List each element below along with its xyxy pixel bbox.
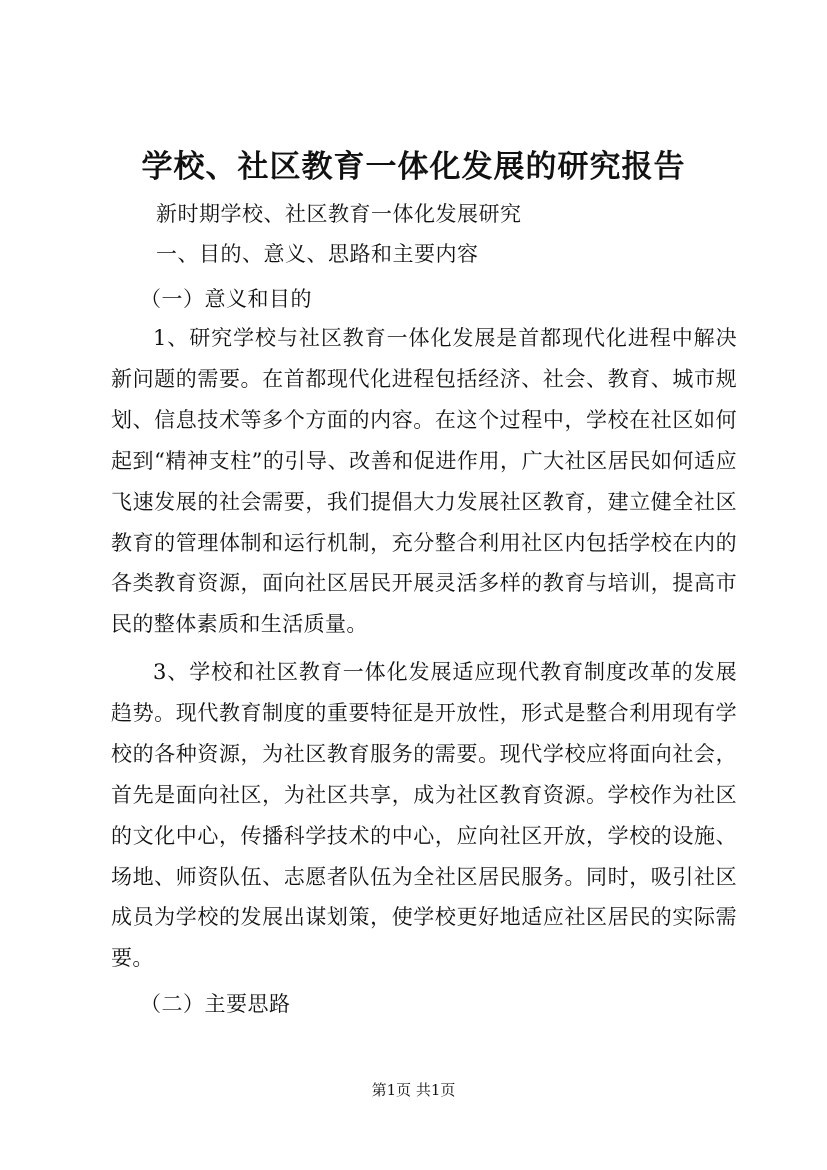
- subsection-heading-main-ideas: （二）主要思路: [140, 992, 291, 1016]
- page-footer: 第1页 共1页: [371, 1081, 456, 1099]
- subsection-heading-significance: （一）意义和目的: [140, 287, 312, 311]
- document-title: 学校、社区教育一体化发展的研究报告: [141, 149, 686, 185]
- document-subtitle: 新时期学校、社区教育一体化发展研究: [156, 202, 522, 226]
- body-paragraph-1: 1、研究学校与社区教育一体化发展是首都现代化进程中解决新问题的需要。在首都现代化进程包括经济、社会、教育、城市规划、信息技术等多个方面的内容。在这个过程中，学校在社区如何起到“精神支柱”的引导、改善和促进作用，广大社区居民如何适应飞速发展的社会需要，我们提倡大力发展社区教育，建立健全社区教育的管理体制和运行机制，充分整合利用社区内包括学校在内的各类教育资源，面向社区居民开展灵活多样的教育与培训，提高市民的整体素质和生活质量。: [111, 326, 737, 637]
- body-paragraph-2: 3、学校和社区教育一体化发展适应现代教育制度改革的发展趋势。现代教育制度的重要特征是开放性，形式是整合利用现有学校的各种资源，为社区教育服务的需要。现代学校应将面向社会，首先是面向社区，为社区共享，成为社区教育资源。学校作为社区的文化中心，传播科学技术的中心，应向社区开放，学校的设施、场地、师资队伍、志愿者队伍为全社区居民服务。同时，吸引社区成员为学校的发展出谋划策，使学校更好地适应社区居民的实际需要。: [111, 660, 737, 971]
- section-heading-purpose: 一、目的、意义、思路和主要内容: [156, 242, 479, 266]
